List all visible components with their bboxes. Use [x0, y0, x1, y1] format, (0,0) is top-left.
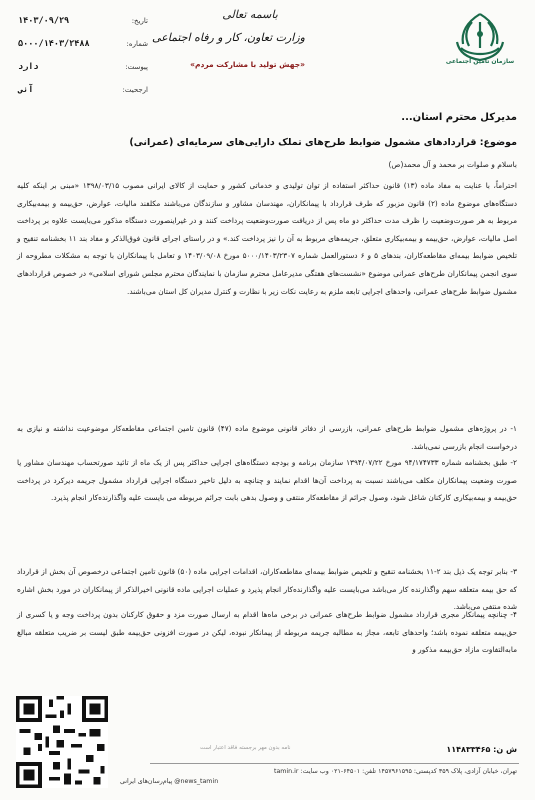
footer-divider	[150, 763, 519, 764]
meta-label: شماره:	[126, 39, 148, 48]
addressee: مدیرکل محترم استان...	[401, 112, 517, 123]
meta-label: تاریخ:	[131, 16, 148, 25]
paragraph-intro: احتراماً، با عنایت به مفاد ماده (۱۳) قانون حداکثر استفاده از توان تولیدی و خدماتی کشور و حمایت از کالای ایرانی مصوب ۱۳۹۸/۰۳/۱۵ «مبنی بر اینکه کلیه دستگاه‌های موضوع ماده (۲) قانون مزبور که طرف قرارداد با پیمانکاران، مهندسان مشاور و سازندگان می‌باشند مکلفند مالیات، عوارض، حق‌بیمه و بیمه‌بیکاری مربوط به هر صورت‌وضعیت را ظرف مدت حداکثر دو ماه پس از دریافت صورت‌وضعیت پرداخت کنند و در غیراینصورت دستگاه مذکور می‌بایست علاوه بر پرداخت اصل مالیات، عوارض، حق‌بیمه و بیمه‌بیکاری متعلق، جریمه‌های مربوط به آن را نیز پرداخت کند.» و در راستای اجرای قانون فوق‌الذکر و مفاد بند ۱۱ بخشنامه تنقیح و تلخیص ضوابط بیمه‌ای مقاطعه‌کاران، بندهای ۵ و ۶ دستورالعمل شماره ۵۰۰۰/۱۴۰۳/۲۳۰۷ مورخ ۱۴۰۳/۰۹/۰۸ و تعامل با پیمانکاران با توجه به مشکلات مطروحه از سوی انجمن پیمانکاران طرح‌های عمرانی موضوع «نشست‌های هفتگی مدیرعامل محترم سازمان با نمایندگان محترم مجلس شورای اسلامی» در خصوص قراردادهای مشمول ضوابط طرح‌های عمرانی، واحدهای اجرایی تابعه ملزم به رعایت نکات زیر با نظارت و کنترل مدیران کل استان می‌باشند.	[17, 181, 518, 296]
meta-date	[18, 9, 148, 32]
paragraph-item-1: ۱- در پروژه‌های مشمول ضوابط طرح‌های عمرانی، بازرسی از دفاتر قانونی موضوع ماده (۴۷) قانون تامین اجتماعی مقاطعه‌کار موضوعیت نداشته و نیازی به درخواست انجام بازرسی نمی‌باشد.	[17, 424, 517, 451]
meta-value: آنی	[18, 84, 34, 95]
footer-tagline: نامه بدون مهر برجسته فاقد اعتبار است	[200, 745, 291, 751]
slogan: «جهش تولید با مشارکت مردم»	[190, 60, 305, 69]
meta-number	[18, 32, 148, 55]
qr-code	[16, 696, 108, 788]
meta-attachment	[18, 55, 148, 78]
paragraph-item-4: ۴- چنانچه پیمانکار مجری قرارداد مشمول ضوابط طرح‌های عمرانی در برخی ماه‌ها اقدام به ارسال صورت مزد و حقوق کارکنان بدون پرداخت وجه و یا کسری از حق‌بیمه متعلقه نموده باشد؛ واحدهای تابعه، مجاز به مطالبه جریمه مربوطه از پیمانکار نبوده، لیکن در صورت افزونی حق‌بیمه طبق لیست بر ضریب متعلقه مبالغ مابه‌التفاوت مازاد حق‌بیمه مذکور و	[17, 610, 517, 655]
paragraph-item-3: ۳- بنابر توجه یک ذیل بند ۲-۱۱ بخشنامه تنقیح و تلخیص ضوابط بیمه‌ای مقاطعه‌کاران، اقدامات اجرایی ماده (۵۰) قانون تامین اجتماعی درخصوص آن بخش از قرارداد که حق بیمه متعلقه سهم واگذارنده کار می‌باشد می‌بایست علیه واگذارنده‌کار انجام پذیرد و عملیات اجرایی ماده قانونی اخیرالذکر از پیمانکاران در مورد بخش اشاره شده منتفی می‌باشد.	[17, 567, 517, 612]
meta-label: پیوست:	[125, 62, 148, 71]
ministry-name: وزارت تعاون، کار و رفاه اجتماعی	[151, 31, 305, 44]
org-name: سازمان تامین اجتماعی	[445, 58, 515, 65]
subject-line: موضوع: قراردادهای مشمول ضوابط طرح‌های تملک دارایی‌های سرمایه‌ای (عمرانی)	[129, 137, 517, 148]
paragraph-item-2: ۲- طبق بخشنامه شماره ۹۴/۱۷۴۷۳۳ مورخ ۱۳۹۴/۰۷/۲۲ سازمان برنامه و بودجه دستگاه‌های اجرایی حداکثر پس از یک ماه از تائید صورتحساب مهندسان مشاور یا صورت وضعیت پیمانکاران مکلف می‌باشند نسبت به پرداخت آن‌ها اقدام نمایند و چنانچه به دلیل تاخیر دستگاه اجرایی قرارداد مشمول جریمه دیرکرد در پرداخت حق‌بیمه و بیمه‌بیکاری کارکنان شاغل شود، وصول جرائم از مقاطعه‌کار منتفی و وصول بدهی بابت جرائم مربوطه می بایست علیه واگذارنده‌کار انجام پذیرد.	[17, 458, 517, 503]
meta-block	[18, 9, 148, 101]
meta-value: ۵۰۰۰/۱۴۰۳/۲۴۸۸	[18, 38, 90, 49]
doc-number: ش ن: ۱۱۴۸۳۳۴۶۵	[446, 745, 517, 754]
meta-value: دارد	[18, 61, 39, 72]
salutation: باسلام و صلوات بر محمد و آل محمد(ص)	[388, 160, 517, 169]
meta-label: ارجحیت:	[122, 85, 148, 94]
letterhead-center	[151, 8, 305, 69]
footer-social: پیام‌رسان‌های ایرانی @news_tamin	[120, 778, 219, 785]
meta-value: ۱۴۰۳/۰۹/۲۹	[18, 15, 70, 26]
meta-priority	[18, 78, 148, 101]
bismillah: باسمه تعالی	[222, 8, 278, 21]
tamin-logo	[439, 8, 521, 78]
footer-address: تهران، خیابان آزادی، پلاک ۳۵۹ کدپستی: ۱۴۵۷۹۶۱۵۹۵ تلفن: ۶۴۵۰۱-۰۲۱ وب سایت: tamin.ir	[273, 768, 517, 775]
